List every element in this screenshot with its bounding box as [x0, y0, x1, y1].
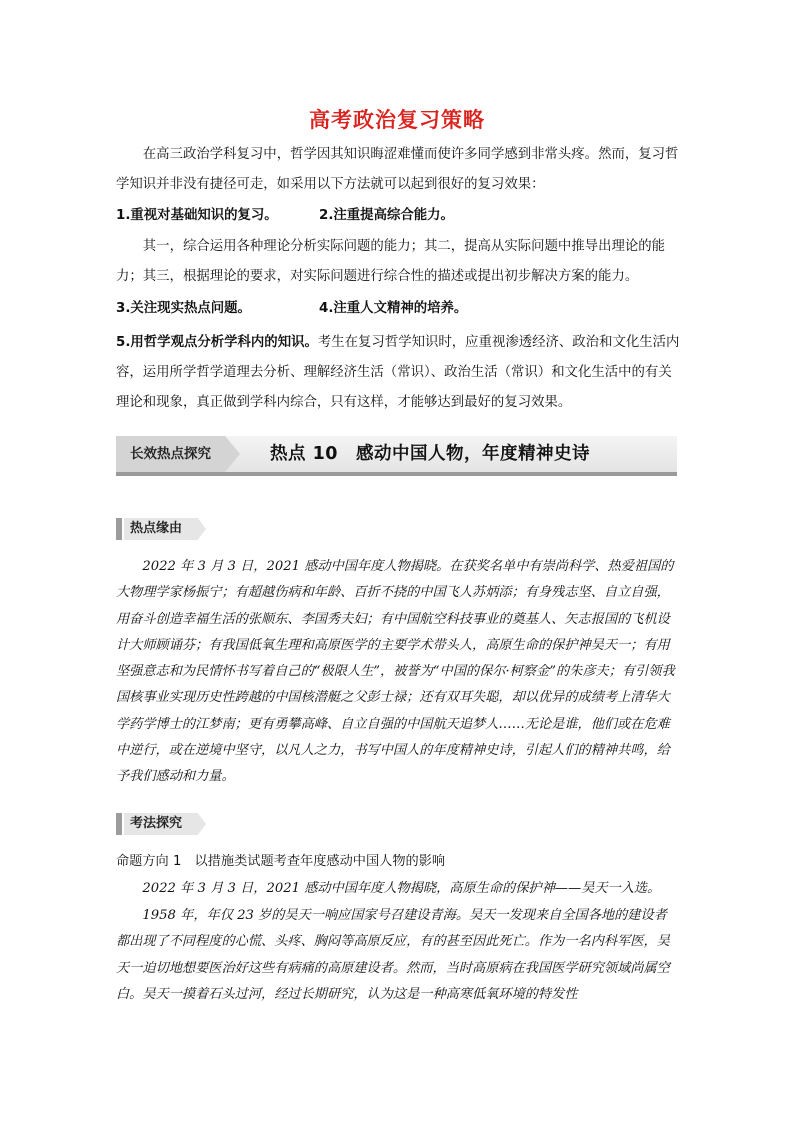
banner-tab-label: 长效热点探究	[130, 446, 211, 462]
points-row-1	[116, 204, 680, 228]
exam-paragraph-1: 2022 年 3 月 3 日，2021 感动中国年度人物揭晓，高原生命的保护神——吴天一入选。	[142, 881, 661, 896]
points-row-2	[116, 297, 680, 321]
section-label-exam-text: 考法探究	[130, 816, 183, 831]
exam-paragraph-2: 1958 年，年仅 23 岁的吴天一响应国家号召建设青海。吴天一发现来自全国各地的建设者都出现了不同程度的心慌、头疼、胸闷等高原反应，有的甚至因此死亡。作为一名内科军医，吴天一迫切地想要医治好这些有病痛的高原建设者。然而，当时高原病在我国医学研究领域尚属空白。吴天一摸着石头过河，经过长期研究，认为这是一种高寒低氧环境的特发性	[116, 908, 670, 1002]
section-label-reason	[116, 518, 206, 540]
point-4: 4.注重人文精神的培养。	[319, 301, 468, 316]
section-label-exam	[116, 813, 206, 835]
hotspot-banner	[116, 436, 677, 476]
point-1: 1.重视对基础知识的复习。	[116, 208, 278, 223]
point-5-heading: 5.用哲学观点分析学科内的知识。	[116, 335, 318, 350]
point-5-text: 考生在复习哲学知识时，应重视渗透经济、政治和文化生活内容，运用所学哲学道理去分析、理解经济生活（常识）、政治生活（常识）和文化生活中的有关理论和现象，真正做到学科内综合，只有这样，才能够达到最好的复习效果。	[116, 335, 680, 410]
reason-paragraph: 2022 年 3 月 3 日，2021 感动中国年度人物揭晓。在获奖名单中有崇尚科学、热爱祖国的大物理学家杨振宁；有超越伤病和年龄、百折不挠的中国飞人苏炳添；有身残志坚、自立自强，用奋斗创造幸福生活的张顺东、李国秀夫妇；有中国航空科技事业的奠基人、矢志报国的飞机设计大师顾诵芬；有我国低氧生理和高原医学的主要学术带头人，高原生命的保护神吴天一；有用坚强意志和为民情怀书写着自己的“极限人生”，被誉为“中国的保尔·柯察金”的朱彦夫；有引领我国核事业实现历史性跨越的中国核潜艇之父彭士禄；还有双耳失聪，却以优异的成绩考上清华大学药学博士的江梦南；更有勇攀高峰、自立自强的中国航天追梦人……无论是谁，他们或在危难中逆行，或在逆境中坚守，以凡人之力，书写中国人的年度精神史诗，引起人们的精神共鸣，给予我们感动和力量。	[116, 559, 675, 785]
banner-title: 热点 10 感动中国人物，年度精神史诗	[270, 444, 590, 464]
section-label-reason-text: 热点缘由	[130, 521, 183, 536]
direction-heading: 命题方向 1 以措施类试题考查年度感动中国人物的影响	[116, 854, 446, 869]
point-3: 3.关注现实热点问题。	[116, 301, 251, 316]
point-5-paragraph	[116, 328, 680, 418]
point-2: 2.注重提高综合能力。	[319, 208, 454, 223]
document-title: 高考政治复习策略	[309, 108, 485, 132]
intro-paragraph: 在高三政治学科复习中，哲学因其知识晦涩难懂而使许多同学感到非常头疼。然而，复习哲学知识并非没有捷径可走，如采用以下方法就可以起到很好的复习效果：	[116, 147, 679, 192]
ability-paragraph: 其一，综合运用各种理论分析实际问题的能力；其二，提高从实际问题中推导出理论的能力；其三，根据理论的要求，对实际问题进行综合性的描述或提出初步解决方案的能力。	[116, 239, 666, 284]
